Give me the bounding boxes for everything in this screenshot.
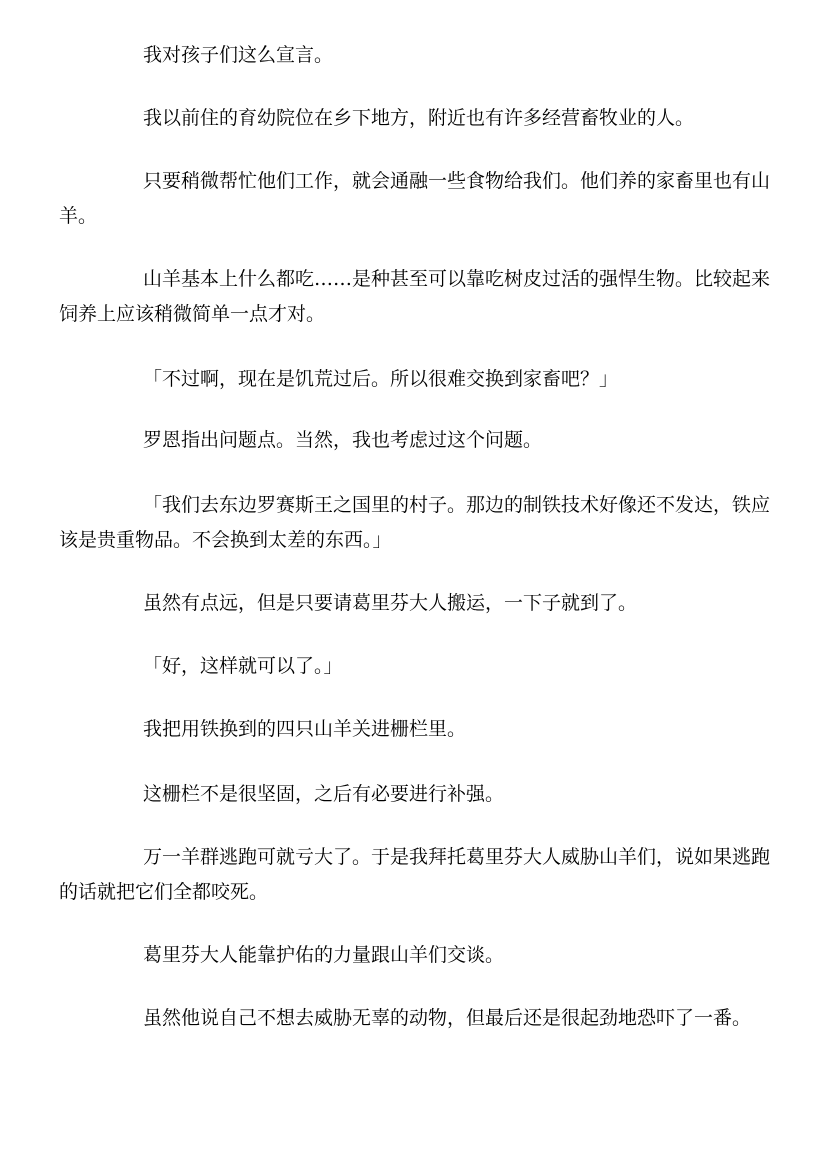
paragraph-11: 这栅栏不是很坚固，之后有必要进行补强。: [143, 783, 505, 805]
paragraph-7: 「我们去东边罗赛斯王之国里的村子。那边的制铁技术好像还不发达，铁应该是贵重物品。不会换到太差的东西。」: [59, 494, 771, 551]
paragraph-10: 我把用铁换到的四只山羊关进栅栏里。: [143, 718, 467, 740]
paragraph-4: 山羊基本上什么都吃……是种甚至可以靠吃树皮过活的强悍生物。比较起来饲养上应该稍微简单一点才对。: [59, 268, 771, 325]
paragraph-14: 虽然他说自己不想去威胁无辜的动物，但最后还是很起劲地恐吓了一番。: [143, 1007, 752, 1029]
paragraph-8: 虽然有点远，但是只要请葛里芬大人搬运，一下子就到了。: [143, 592, 638, 614]
paragraph-1: 我对孩子们这么宣言。: [143, 44, 334, 66]
paragraph-9: 「好，这样就可以了。」: [143, 655, 343, 677]
paragraph-3: 只要稍微帮忙他们工作，就会通融一些食物给我们。他们养的家畜里也有山羊。: [59, 170, 771, 227]
paragraph-13: 葛里芬大人能靠护佑的力量跟山羊们交谈。: [143, 944, 505, 966]
paragraph-12: 万一羊群逃跑可就亏大了。于是我拜托葛里芬大人威胁山羊们，说如果逃跑的话就把它们全都咬死。: [59, 846, 771, 903]
paragraph-5: 「不过啊，现在是饥荒过后。所以很难交换到家畜吧？」: [143, 368, 619, 390]
paragraph-2: 我以前住的育幼院位在乡下地方，附近也有许多经营畜牧业的人。: [143, 107, 695, 129]
paragraph-6: 罗恩指出问题点。当然，我也考虑过这个问题。: [143, 429, 543, 451]
